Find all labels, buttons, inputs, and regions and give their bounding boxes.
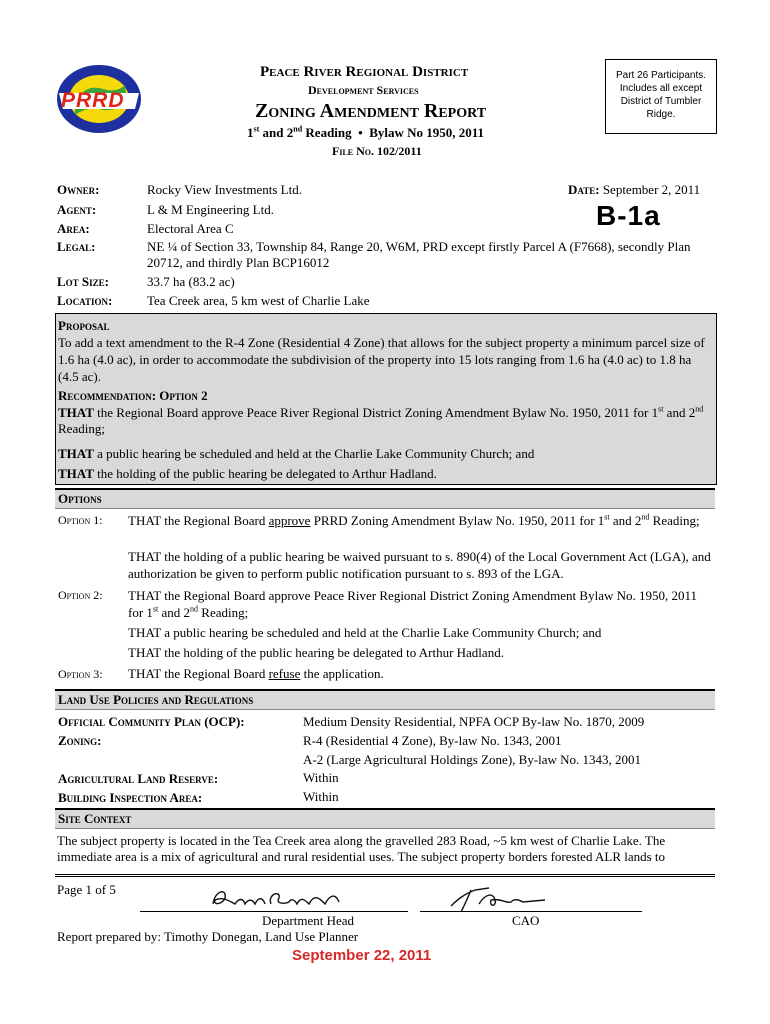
owner-value: Rocky View Investments Ltd.	[147, 182, 302, 197]
department: Development Services	[308, 83, 419, 97]
alr-label: Agricultural Land Reserve:	[58, 771, 219, 786]
ocp-value: Medium Density Residential, NPFA OCP By-law No. 1870, 2009	[303, 714, 645, 729]
building-inspection-value: Within	[303, 789, 339, 804]
area-value: Electoral Area C	[147, 221, 234, 236]
zoning-value-1: R-4 (Residential 4 Zone), By-law No. 1343, 2001	[303, 733, 562, 748]
option-3-text: THAT the Regional Board refuse the application.	[128, 666, 384, 681]
option-3-label: Option 3:	[58, 667, 103, 681]
meeting-date-stamp: September 22, 2011	[292, 947, 432, 964]
option-1-text: THAT the Regional Board approve PRRD Zoning Amendment Bylaw No. 1950, 2011 for 1st and 2nd Reading;	[128, 512, 700, 528]
area-label: Area:	[57, 221, 90, 236]
owner-label: Owner:	[57, 182, 100, 197]
zoning-value-2: A-2 (Large Agricultural Holdings Zone), By-law No. 1343, 2001	[303, 752, 642, 767]
footer-rule	[55, 874, 715, 877]
prepared-by: Report prepared by: Timothy Donegan, Land Use Planner	[57, 929, 359, 944]
proposal-text: To add a text amendment to the R-4 Zone (Residential 4 Zone) that allows for the subject property a minimum parcel size of 1.6 ha (4.0 ac), in order to accommodate the subdivision of the property into 15 lots ranging from 1.6 ha (4.0 ac) to 1.8 ha (4.5 ac).	[58, 335, 705, 384]
legal-label: Legal:	[57, 239, 96, 254]
cao-sign-line	[420, 911, 642, 912]
site-context-header-bar	[55, 808, 715, 829]
participants-box	[605, 59, 717, 134]
option-2-hearing: THAT a public hearing be scheduled and held at the Charlie Lake Community Church; and	[128, 625, 602, 640]
agenda-stamp: B-1a	[596, 200, 661, 231]
lot-size-label: Lot Size:	[57, 274, 109, 289]
option-1-waiver: THAT the holding of a public hearing be waived pursuant to s. 890(4) of the Local Government Act (LGA), and authorization be given to perform public notification pursuant to s. 893 of the LGA.	[128, 549, 711, 581]
building-inspection-label: Building Inspection Area:	[58, 790, 203, 805]
recommendation-3: THAT the holding of the public hearing be delegated to Arthur Hadland.	[58, 466, 437, 481]
reading-line: 1st and 2nd Reading • Bylaw No 1950, 2011	[247, 124, 485, 140]
site-context-text: The subject property is located in the Tea Creek area along the gravelled 283 Road, ~5 km west of Charlie Lake. The immediate area is a mix of agricultural and rural residential uses. The subject property borders forested ALR lands to	[57, 833, 666, 864]
prrd-logo	[55, 63, 143, 135]
ocp-label: Official Community Plan (OCP):	[58, 714, 245, 729]
site-context-heading: Site Context	[58, 811, 132, 826]
page-number: Page 1 of 5	[57, 882, 116, 897]
location-value: Tea Creek area, 5 km west of Charlie Lake	[147, 293, 370, 308]
report-title: Zoning Amendment Report	[255, 100, 487, 122]
alr-value: Within	[303, 770, 339, 785]
recommendation-1: THAT the Regional Board approve Peace River Regional District Zoning Amendment Bylaw No. 1950, 2011 for 1st and 2nd Reading;	[58, 404, 704, 436]
date-line: Date: September 2, 2011	[568, 182, 701, 197]
department-head-sign-line	[140, 911, 408, 912]
participants-text: Part 26 Participants. Includes all except District of Tumbler Ridge.	[615, 70, 707, 120]
option-1-label: Option 1:	[58, 513, 103, 527]
land-use-heading: Land Use Policies and Regulations	[58, 692, 254, 707]
option-2-text: THAT the Regional Board approve Peace River Regional District Zoning Amendment Bylaw No. 1950, 2011 for 1st and 2nd Reading;	[128, 588, 698, 620]
options-header-bar	[55, 488, 715, 509]
recommendation-2: THAT a public hearing be scheduled and held at the Charlie Lake Community Church; and	[58, 446, 535, 461]
location-label: Location:	[57, 293, 113, 308]
department-head-label: Department Head	[262, 913, 355, 928]
org-name: Peace River Regional District	[260, 64, 469, 80]
option-2-label: Option 2:	[58, 588, 103, 602]
option-2-delegate: THAT the holding of the public hearing be delegated to Arthur Hadland.	[128, 645, 504, 660]
recommendation-heading: Recommendation: Option 2	[58, 388, 208, 403]
agent-value: L & M Engineering Ltd.	[147, 202, 274, 217]
agent-label: Agent:	[57, 202, 97, 217]
proposal-heading: Proposal	[58, 318, 110, 333]
cao-label: CAO	[512, 913, 540, 928]
zoning-label: Zoning:	[58, 733, 102, 748]
file-number: File No. 102/2011	[332, 144, 422, 158]
options-heading: Options	[58, 491, 102, 506]
legal-value: NE ¼ of Section 33, Township 84, Range 20, W6M, PRD except firstly Parcel A (F7668), secondly Plan 20712, and thirdly Plan BCP16012	[147, 239, 691, 270]
logo-text: PRRD	[61, 89, 125, 112]
lot-size-value: 33.7 ha (83.2 ac)	[147, 274, 235, 289]
